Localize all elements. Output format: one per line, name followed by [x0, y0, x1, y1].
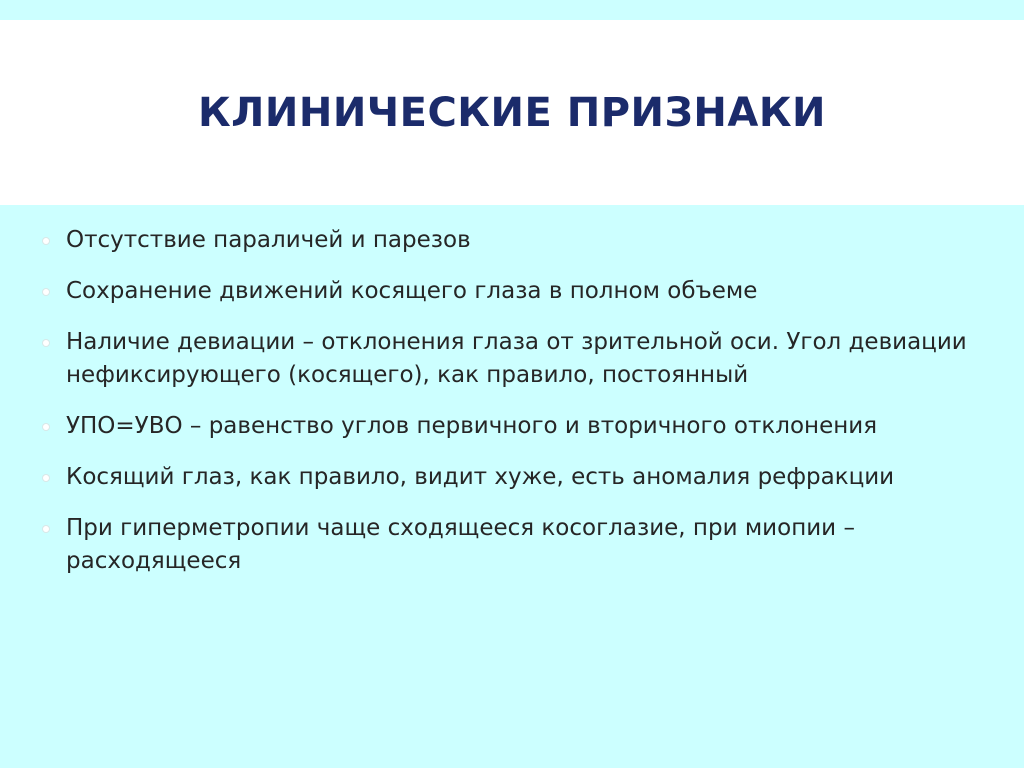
bullet-text: Сохранение движений косящего глаза в полном объеме — [66, 278, 758, 304]
bullet-list — [40, 224, 1000, 596]
bullet-text: Наличие девиации – отклонения глаза от зрительной оси. Угол девиации нефиксирующего (косящего), как правило, постоянный — [66, 329, 967, 388]
bullet-item — [40, 326, 1000, 392]
bullet-dot-icon — [43, 238, 49, 244]
bullet-item — [40, 461, 1000, 494]
bullet-text: Косящий глаз, как правило, видит хуже, есть аномалия рефракции — [66, 464, 895, 490]
bullet-dot-icon — [43, 475, 49, 481]
bullet-item — [40, 512, 1000, 578]
bullet-dot-icon — [43, 289, 49, 295]
bullet-text: УПО=УВО – равенство углов первичного и вторичного отклонения — [66, 413, 878, 439]
bullet-text: Отсутствие параличей и парезов — [66, 227, 471, 253]
title-band — [0, 20, 1024, 205]
bullet-text: При гиперметропии чаще сходящееся косоглазие, при миопии – расходящееся — [66, 515, 855, 574]
bullet-item — [40, 275, 1000, 308]
bullet-item — [40, 410, 1000, 443]
bullet-dot-icon — [43, 340, 49, 346]
bullet-dot-icon — [43, 424, 49, 430]
bullet-dot-icon — [43, 526, 49, 532]
bullet-item — [40, 224, 1000, 257]
slide-title: КЛИНИЧЕСКИЕ ПРИЗНАКИ — [197, 89, 827, 136]
